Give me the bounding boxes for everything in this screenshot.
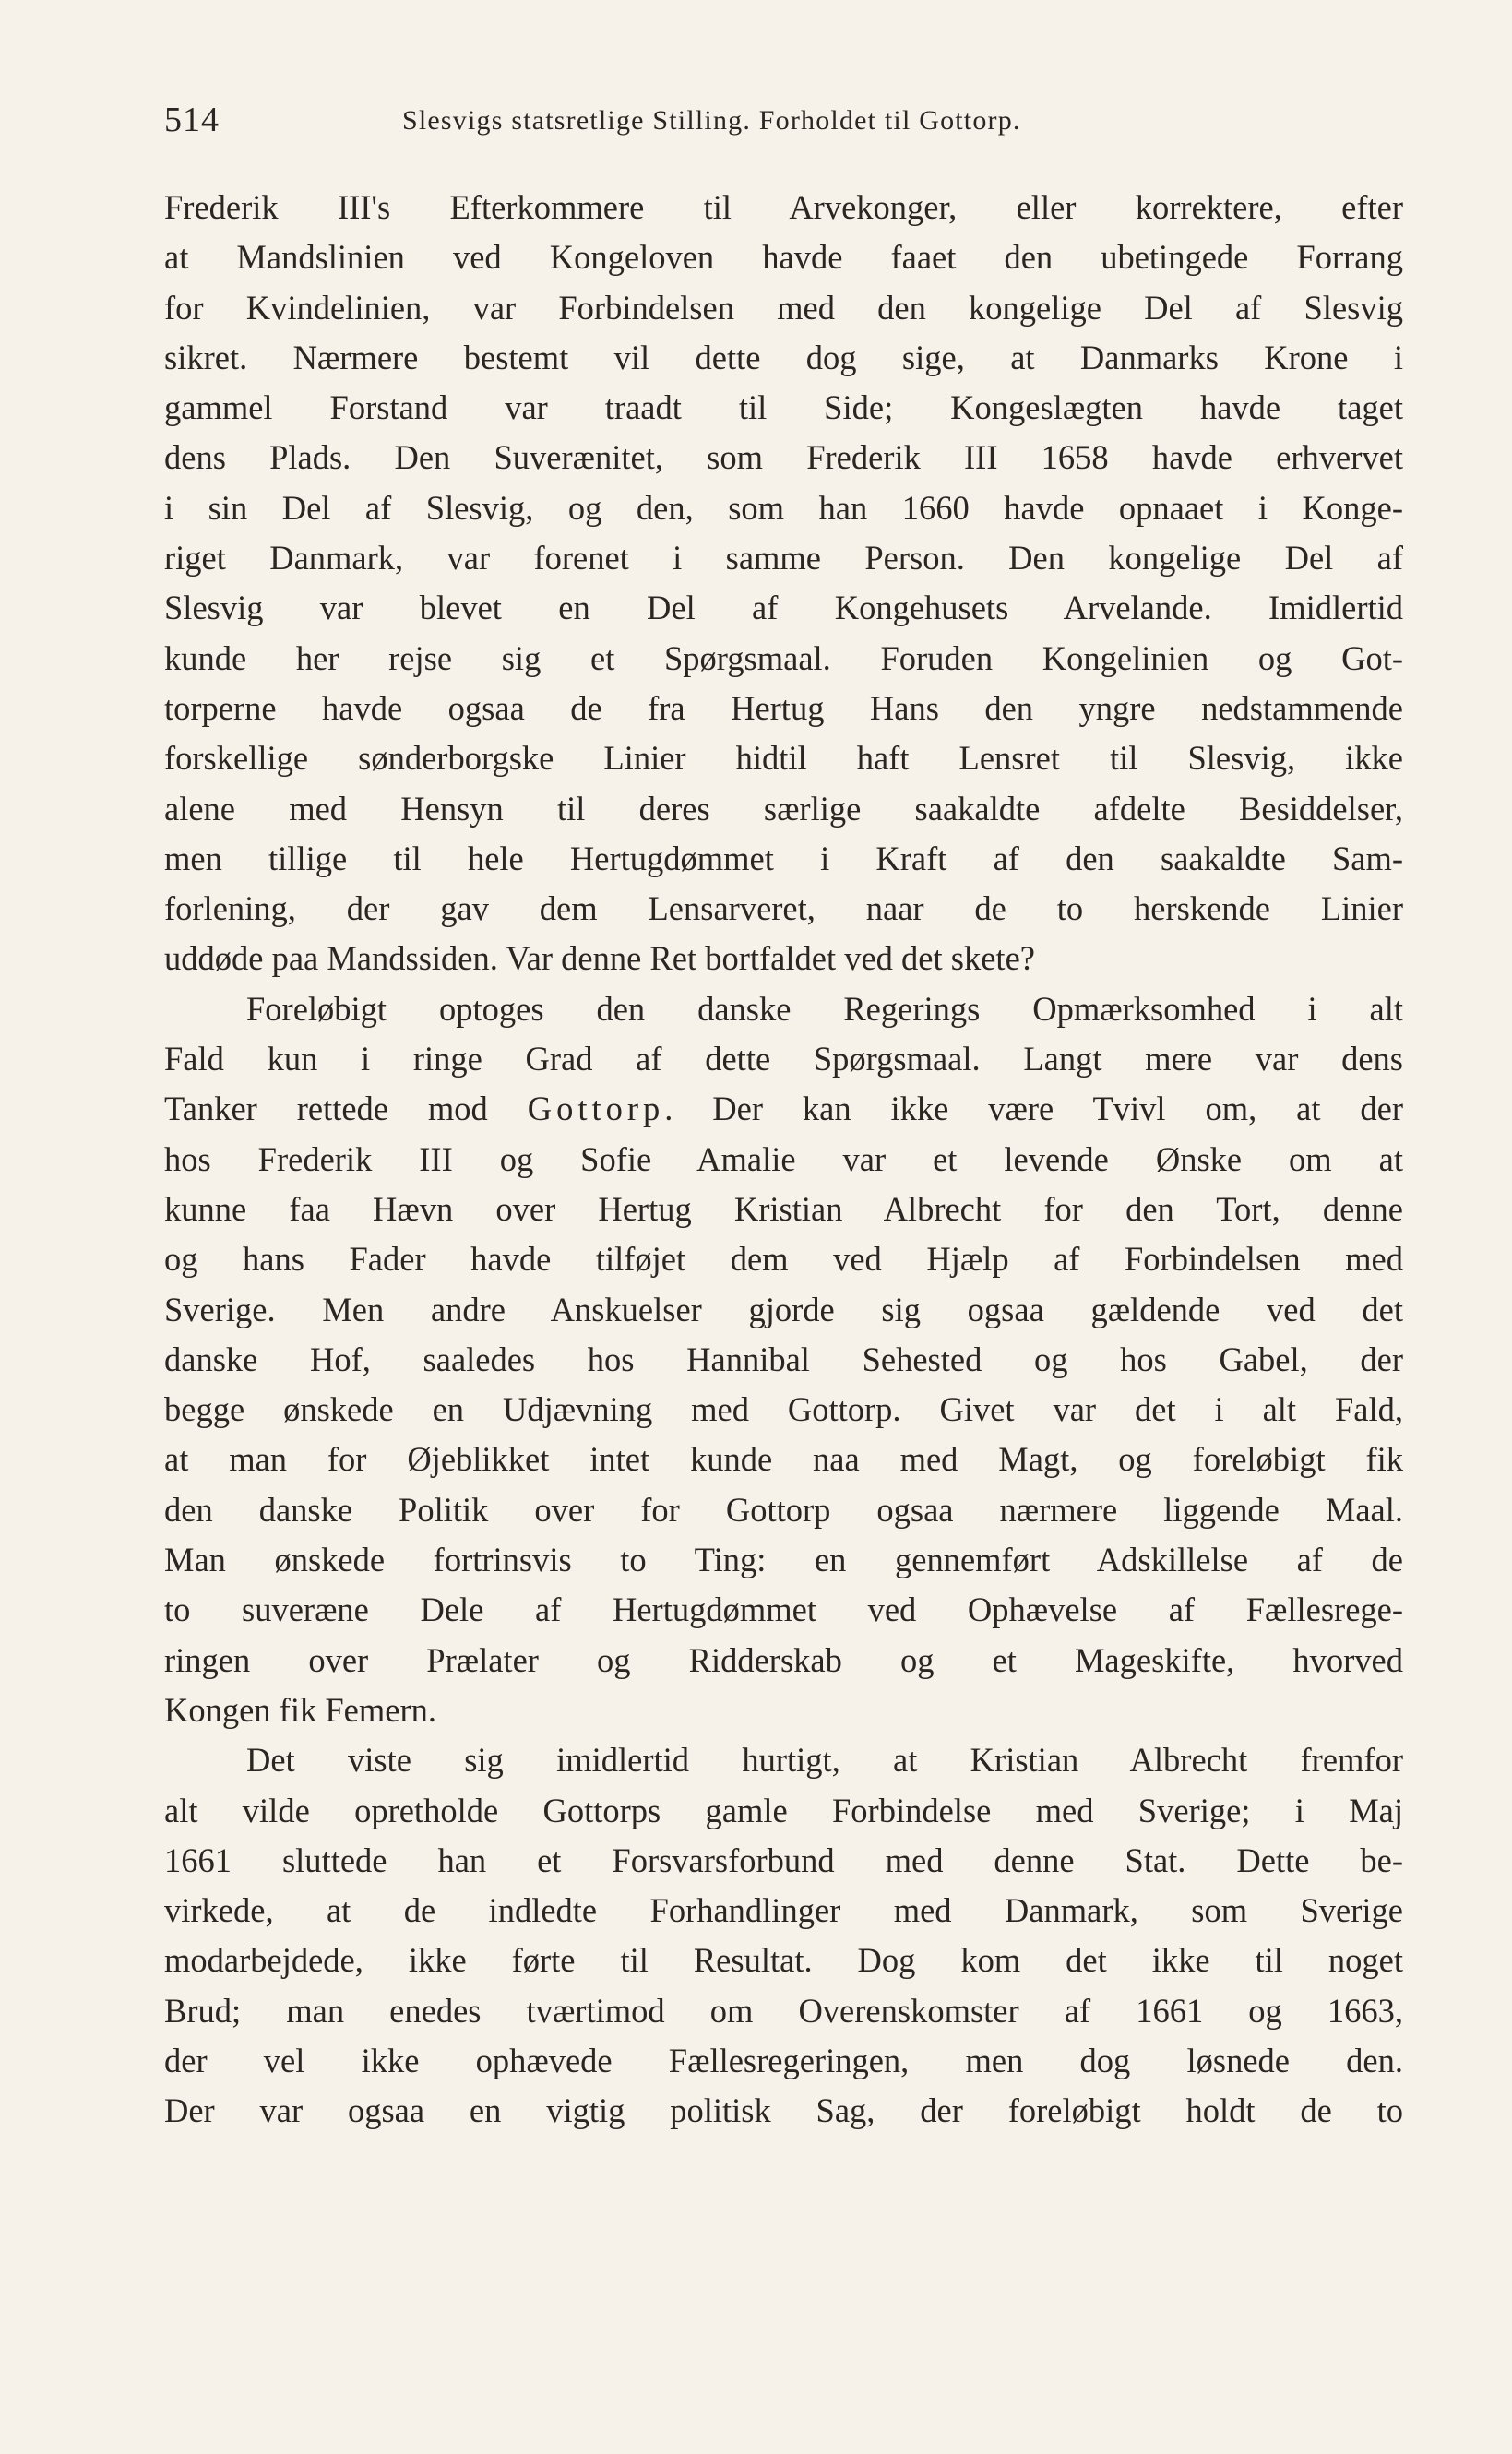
text-line: at Mandslinien ved Kongeloven havde faaet den ubetingede Forrang [164,238,1403,277]
text-line [164,1084,1403,1134]
text-line: torperne havde ogsaa de fra Hertug Hans den yngre nedstammende [164,688,1403,727]
text-line: alene med Hensyn til deres særlige saakaldte afdelte Besiddelser, [164,789,1403,828]
text-line: Frederik III's Efterkommere til Arvekonger, eller korrektere, efter [164,188,1403,226]
text-line: Sverige. Men andre Anskuelser gjorde sig ogsaa gældende ved det [164,1290,1403,1328]
text-line: kunne faa Hævn over Hertug Kristian Albrecht for den Tort, denne [164,1189,1403,1228]
text-segment: . Der kan ikke være Tvivl om, at der [664,1090,1403,1128]
spaced-emphasis: Gottorp [527,1090,665,1128]
text-line: riget Danmark, var forenet i samme Person. Den kongelige Del af [164,539,1403,578]
text-line: i sin Del af Slesvig, og den, som han 1660 havde opnaaet i Konge- [164,488,1403,527]
text-line: Kongen fik Femern. [164,1690,436,1729]
text-line: alt vilde opretholde Gottorps gamle Forbindelse med Sverige; i Maj [164,1791,1403,1829]
text-line: gammel Forstand var traadt til Side; Kongeslægten havde taget [164,388,1403,427]
text-line: begge ønskede en Udjævning med Gottorp. Givet var det i alt Fald, [164,1390,1403,1429]
text-line: modarbejdede, ikke førte til Resultat. Dog kom det ikke til noget [164,1941,1403,1980]
text-line: Slesvig var blevet en Del af Kongehusets Arvelande. Imidlertid [164,589,1403,627]
text-line: men tillige til hele Hertugdømmet i Kraft af den saakaldte Sam- [164,839,1403,877]
text-line: at man for Øjeblikket intet kunde naa med Magt, og foreløbigt fik [164,1440,1403,1479]
text-line: dens Plads. Den Suverænitet, som Frederik III 1658 havde erhvervet [164,438,1403,477]
text-line: forskellige sønderborgske Linier hidtil haft Lensret til Slesvig, ikke [164,739,1403,778]
text-line: og hans Fader havde tilføjet dem ved Hjælp af Forbindelsen med [164,1240,1403,1279]
text-line: uddøde paa Mandssiden. Var denne Ret bortfaldet ved det skete? [164,939,1035,978]
running-title: Slesvigs statsretlige Stilling. Forholdet til Gottorp. [402,105,1021,136]
text-line: forlening, der gav dem Lensarveret, naar de to herskende Linier [164,889,1403,928]
text-line: Foreløbigt optoges den danske Regerings Opmærksomhed i alt [246,989,1403,1028]
text-line: Fald kun i ringe Grad af dette Spørgsmaal. Langt mere var dens [164,1040,1403,1078]
text-segment: Tanker rettede mod [164,1090,528,1128]
text-line: Det viste sig imidlertid hurtigt, at Kristian Albrecht fremfor [246,1741,1403,1780]
text-line: sikret. Nærmere bestemt vil dette dog sige, at Danmarks Krone i [164,338,1403,376]
text-line: Brud; man enedes tværtimod om Overenskomster af 1661 og 1663, [164,1991,1403,2030]
text-line: for Kvindelinien, var Forbindelsen med den kongelige Del af Slesvig [164,288,1403,327]
text-line: hos Frederik III og Sofie Amalie var et levende Ønske om at [164,1139,1403,1178]
text-line: den danske Politik over for Gottorp ogsaa nærmere liggende Maal. [164,1490,1403,1529]
text-line: danske Hof, saaledes hos Hannibal Sehested og hos Gabel, der [164,1340,1403,1378]
text-line: to suveræne Dele af Hertugdømmet ved Ophævelse af Fællesrege- [164,1590,1403,1629]
text-line: Man ønskede fortrinsvis to Ting: en gennemført Adskillelse af de [164,1541,1403,1579]
text-line: der vel ikke ophævede Fællesregeringen, men dog løsnede den. [164,2041,1403,2079]
text-line: 1661 sluttede han et Forsvarsforbund med denne Stat. Dette be- [164,1840,1403,1879]
text-line: kunde her rejse sig et Spørgsmaal. Foruden Kongelinien og Got- [164,638,1403,677]
page-header [164,100,1400,155]
text-line: Der var ogsaa en vigtig politisk Sag, der foreløbigt holdt de to [164,2091,1403,2130]
text-line: ringen over Prælater og Ridderskab og et Mageskifte, hvorved [164,1640,1403,1679]
page-number: 514 [164,101,220,139]
body-text [164,183,1403,2137]
text-line: virkede, at de indledte Forhandlinger med Danmark, som Sverige [164,1891,1403,1930]
